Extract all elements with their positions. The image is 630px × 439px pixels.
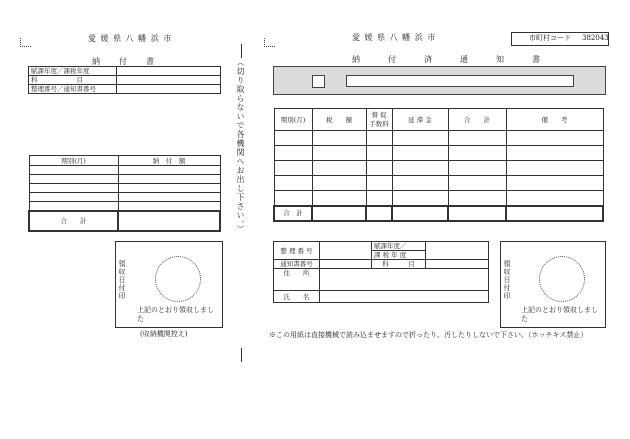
info-fuka-label-2: 課 税 年 度 — [372, 251, 426, 260]
table-row — [274, 176, 603, 191]
right-header-late: 延 滞 金 — [392, 109, 448, 131]
cut-line-top — [241, 44, 242, 58]
table-row — [29, 202, 220, 211]
info-seiri-label: 整 理 番 号 — [274, 242, 320, 260]
table-row — [274, 191, 603, 206]
cut-instruction: （切り取らないで各機関へお出し下さい。） — [236, 58, 245, 234]
right-period-table — [273, 108, 604, 222]
ocr-small-box — [312, 75, 325, 88]
table-row — [29, 175, 220, 184]
left-form-title: 納 付 書 — [92, 57, 155, 66]
table-row — [29, 166, 220, 175]
info-shimei-label: 氏 名 — [274, 291, 320, 303]
right-header-remarks: 備 考 — [506, 109, 603, 131]
right-header-total: 合 計 — [448, 109, 506, 131]
left-period-table — [28, 155, 221, 232]
ocr-long-box — [346, 75, 574, 87]
field-kamoku-value — [117, 76, 221, 85]
right-stamp-circle — [539, 256, 585, 302]
table-row — [274, 131, 603, 146]
table-row — [274, 161, 603, 176]
right-form-title: 納 付 済 通 知 書 — [352, 55, 541, 64]
machine-read-notice: ※この用紙は直接機械で読み込ませますので折ったり、汚したりしないで下さい。（ホッチキス禁止） — [269, 331, 588, 339]
info-fuka-label-1: 賦課年度／ — [372, 242, 426, 251]
left-header-period: 期別(月) — [29, 156, 118, 166]
right-total-label: 合 計 — [274, 206, 312, 221]
field-seiri-label: 整理番号／通知書番号 — [29, 85, 117, 94]
right-info-table — [273, 241, 489, 303]
left-issuer: 愛 媛 県 八 幡 浜 市 — [88, 34, 173, 43]
cut-line-bottom — [241, 348, 242, 362]
field-fuka-value — [117, 67, 221, 76]
right-crop-mark — [264, 38, 275, 47]
left-fields-table — [28, 66, 221, 94]
right-header-fee-2: 手数料 — [369, 119, 389, 128]
info-tsuchi-value — [320, 260, 372, 269]
code-value: 382043 — [582, 34, 609, 42]
table-row — [29, 193, 220, 202]
info-fuka-value — [426, 242, 489, 260]
right-header-period: 期別(月) — [274, 109, 312, 131]
left-footer: (収納機関控え) — [140, 330, 188, 338]
left-total-value — [118, 211, 220, 231]
info-kamoku-value — [426, 260, 489, 269]
right-header-fee-1: 督 促 — [371, 110, 387, 119]
right-header-tax: 税 額 — [312, 109, 366, 131]
table-row — [274, 146, 603, 161]
right-receipt-text: 上記のとおり領収しました — [521, 306, 598, 323]
info-seiri-value — [320, 242, 372, 260]
left-receipt-vertical: 領収日付印 — [118, 260, 126, 300]
field-fuka-label: 賦課年度／課税年度 — [29, 67, 117, 76]
info-kamoku-label: 科 目 — [372, 260, 426, 269]
info-jusho-label: 住 所 — [274, 269, 320, 291]
code-label: 市町村コード — [529, 34, 571, 42]
field-seiri-value — [117, 85, 221, 94]
right-issuer: 愛 媛 県 八 幡 浜 市 — [352, 33, 437, 42]
field-kamoku-label: 科 目 — [29, 76, 117, 85]
right-header-fee — [366, 109, 392, 131]
info-tsuchi-label: 通知書番号 — [274, 260, 320, 269]
left-header-amount: 納 付 額 — [118, 156, 220, 166]
left-stamp-circle — [155, 256, 201, 302]
table-row — [29, 184, 220, 193]
left-total-label: 合 計 — [29, 211, 118, 231]
left-crop-mark — [20, 38, 31, 47]
left-receipt-text: 上記のとおり領収しました — [137, 306, 214, 323]
info-shimei-value — [320, 291, 489, 303]
info-jusho-value — [320, 269, 489, 291]
right-receipt-vertical: 領収日付印 — [503, 260, 511, 300]
